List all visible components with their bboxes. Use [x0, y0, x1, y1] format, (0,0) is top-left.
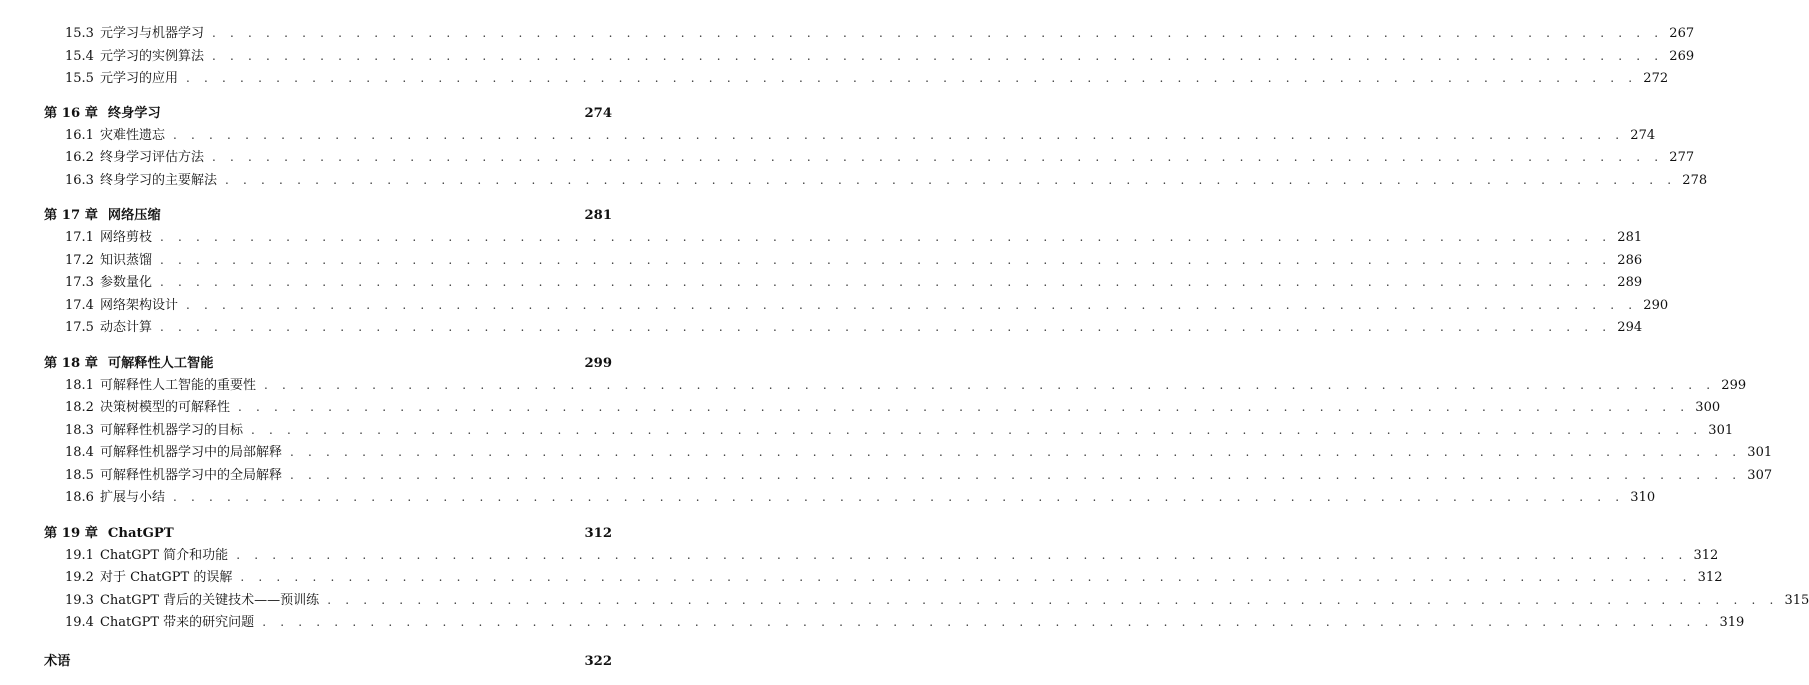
glossary [44, 650, 612, 672]
page-number: 301 [1747, 445, 1773, 460]
toc-entry[interactable] [44, 374, 1747, 397]
section-number: 18.2 [65, 400, 94, 415]
section-title: 可解释性机器学习中的全局解释 [99, 467, 282, 483]
section-title: 动态计算 [99, 320, 152, 335]
chapter-title: 可解释性人工智能 [107, 355, 214, 371]
toc-entry[interactable] [44, 464, 1773, 487]
dot-leader: . . . . . . . . . . . . . . . . . . . . . . . . . . . . . . . . . . . . . . . . . . . . . . . . . . . . . . . . . . . . . . . . . . . . . . . . . . . . . . . . . [159, 320, 1612, 334]
dot-leader: . . . . . . . . . . . . . . . . . . . . . . . . . . . . . . . . . . . . . . . . . . . . . . . . . . . . . . . . . . . . . . . . . . . . . . . . . . . . . . . . . [236, 547, 1688, 562]
page-number: 277 [1669, 150, 1695, 165]
chapter-18 [44, 352, 1773, 509]
toc-entry[interactable] [44, 441, 1773, 464]
dot-leader: . . . . . . . . . . . . . . . . . . . . . . . . . . . . . . . . . . . . . . . . . . . . . . . . . . . . . . . . . . . . . . . . . . . . . . . . . . . . . . . . . [289, 467, 1742, 482]
page-number: 286 [1617, 252, 1643, 268]
page-number: 290 [1643, 297, 1669, 313]
page-number: 299 [1721, 377, 1747, 393]
page-number: 312 [1697, 570, 1723, 585]
toc-entry[interactable] [44, 169, 1708, 192]
chapter-label: 第 19 章 [44, 525, 98, 541]
section-title: 灾难性遗忘 [99, 127, 165, 143]
dot-leader: . . . . . . . . . . . . . . . . . . . . . . . . . . . . . . . . . . . . . . . . . . . . . . . . . . . . . . . . . . . . . . . . . . . . . . . . . . . . . . . . . [250, 422, 1703, 437]
toc-entry[interactable] [44, 249, 1643, 272]
dot-leader: . . . . . . . . . . . . . . . . . . . . . . . . . . . . . . . . . . . . . . . . . . . . . . . . . . . . . . . . . . . . . . . . . . . . . . . . . . . . . . . . . [211, 26, 1664, 40]
chapter-label: 第 16 章 [44, 105, 98, 121]
page-number: 278 [1682, 172, 1708, 188]
dot-leader: . . . . . . . . . . . . . . . . . . . . . . . . . . . . . . . . . . . . . . . . . . . . . . . . . . . . . . . . . . . . . . . . . . . . . . . . . . . . . . . . . [327, 592, 1779, 607]
dot-leader: . . . . . . . . . . . . . . . . . . . . . . . . . . . . . . . . . . . . . . . . . . . . . . . . . . . . . . . . . . . . . . . . . . . . . . . . . . . . . . . . . [237, 400, 1690, 414]
section-title: ChatGPT 带来的研究问题 [99, 615, 255, 630]
chapter-page-number: 281 [584, 208, 612, 223]
toc-entry[interactable] [44, 419, 1734, 442]
section-title: 可解释性机器学习中的局部解释 [99, 445, 282, 460]
dot-leader: . . . . . . . . . . . . . . . . . . . . . . . . . . . . . . . . . . . . . . . . . . . . . . . . . . . . . . . . . . . . . . . . . . . . . . . . . . . . . . . . . [159, 275, 1612, 289]
chapter-heading[interactable] [44, 352, 612, 374]
chapter-heading[interactable] [44, 102, 612, 124]
section-title: 元学习与机器学习 [99, 26, 204, 41]
section-title: 元学习的应用 [99, 71, 178, 86]
section-number: 18.5 [65, 467, 94, 483]
section-title: 可解释性机器学习的目标 [99, 422, 243, 438]
chapter-15-continued [44, 22, 1695, 90]
chapter-16 [44, 102, 1708, 192]
chapter-title-wrap [44, 204, 584, 223]
section-title: 元学习的实例算法 [99, 48, 204, 64]
chapter-title-wrap [44, 352, 584, 371]
dot-leader: . . . . . . . . . . . . . . . . . . . . . . . . . . . . . . . . . . . . . . . . . . . . . . . . . . . . . . . . . . . . . . . . . . . . . . . . . . . . . . . . . [185, 297, 1638, 312]
chapter-heading[interactable] [44, 204, 612, 226]
chapter-label: 第 17 章 [44, 208, 98, 223]
section-title: ChatGPT 简介和功能 [99, 547, 229, 563]
section-title: 终身学习的主要解法 [99, 172, 217, 188]
dot-leader: . . . . . . . . . . . . . . . . . . . . . . . . . . . . . . . . . . . . . . . . . . . . . . . . . . . . . . . . . . . . . . . . . . . . . . . . . . . . . . . . . [289, 445, 1742, 459]
page-number: 307 [1747, 467, 1773, 483]
page-number: 267 [1669, 26, 1695, 41]
glossary-title: 术语 [44, 653, 71, 669]
section-number: 17.4 [65, 297, 94, 313]
toc-entry[interactable] [44, 566, 1723, 589]
page-number: 274 [1630, 127, 1656, 143]
table-of-contents [44, 22, 1809, 685]
chapter-page-number: 299 [584, 355, 612, 371]
dot-leader: . . . . . . . . . . . . . . . . . . . . . . . . . . . . . . . . . . . . . . . . . . . . . . . . . . . . . . . . . . . . . . . . . . . . . . . . . . . . . . . . . [240, 570, 1692, 584]
page-number: 269 [1669, 48, 1695, 64]
chapter-heading[interactable] [44, 522, 612, 544]
dot-leader: . . . . . . . . . . . . . . . . . . . . . . . . . . . . . . . . . . . . . . . . . . . . . . . . . . . . . . . . . . . . . . . . . . . . . . . . . . . . . . . . . [185, 71, 1638, 85]
toc-entry[interactable] [44, 316, 1643, 339]
section-number: 17.5 [65, 320, 94, 335]
page-number: 312 [1693, 547, 1719, 563]
dot-leader: . . . . . . . . . . . . . . . . . . . . . . . . . . . . . . . . . . . . . . . . . . . . . . . . . . . . . . . . . . . . . . . . . . . . . . . . . . . . . . . . . [262, 615, 1714, 629]
chapter-title: ChatGPT [107, 525, 174, 541]
section-number: 15.4 [65, 48, 94, 64]
page-number: 319 [1719, 615, 1745, 630]
chapter-page-number: 274 [584, 105, 612, 121]
toc-entry[interactable] [44, 226, 1643, 249]
section-title: 扩展与小结 [99, 490, 165, 505]
section-number: 19.3 [65, 592, 94, 608]
section-title: 终身学习评估方法 [99, 150, 204, 165]
chapter-17 [44, 204, 1669, 339]
section-number: 17.1 [65, 230, 94, 245]
section-number: 19.1 [65, 547, 94, 563]
chapter-19 [44, 522, 1809, 634]
glossary-page-number: 322 [584, 653, 612, 669]
section-number: 19.2 [65, 570, 94, 585]
dot-leader: . . . . . . . . . . . . . . . . . . . . . . . . . . . . . . . . . . . . . . . . . . . . . . . . . . . . . . . . . . . . . . . . . . . . . . . . . . . . . . . . . [263, 377, 1716, 392]
section-number: 15.3 [65, 26, 94, 41]
toc-entry[interactable] [44, 146, 1695, 169]
dot-leader: . . . . . . . . . . . . . . . . . . . . . . . . . . . . . . . . . . . . . . . . . . . . . . . . . . . . . . . . . . . . . . . . . . . . . . . . . . . . . . . . . [172, 127, 1625, 142]
section-title: ChatGPT 背后的关键技术——预训练 [99, 592, 320, 608]
section-title: 网络架构设计 [99, 297, 178, 313]
section-number: 16.3 [65, 172, 94, 188]
section-title: 决策树模型的可解释性 [99, 400, 230, 415]
chapter-title-wrap [44, 102, 584, 121]
page-number: 301 [1708, 422, 1734, 438]
section-title: 参数量化 [99, 275, 152, 290]
dot-leader: . . . . . . . . . . . . . . . . . . . . . . . . . . . . . . . . . . . . . . . . . . . . . . . . . . . . . . . . . . . . . . . . . . . . . . . . . . . . . . . . . [211, 150, 1664, 164]
section-title: 可解释性人工智能的重要性 [99, 377, 256, 393]
section-number: 17.2 [65, 252, 94, 268]
chapter-title: 终身学习 [107, 105, 161, 121]
toc-entry[interactable] [44, 294, 1669, 317]
section-number: 18.1 [65, 377, 94, 393]
section-number: 16.2 [65, 150, 94, 165]
page-number: 289 [1617, 275, 1643, 290]
section-number: 15.5 [65, 71, 94, 86]
chapter-title: 网络压缩 [107, 208, 161, 223]
section-number: 18.6 [65, 490, 94, 505]
dot-leader: . . . . . . . . . . . . . . . . . . . . . . . . . . . . . . . . . . . . . . . . . . . . . . . . . . . . . . . . . . . . . . . . . . . . . . . . . . . . . . . . . [159, 230, 1612, 244]
chapter-title-wrap [44, 522, 584, 541]
toc-entry[interactable] [44, 45, 1695, 68]
section-number: 18.3 [65, 422, 94, 438]
section-number: 17.3 [65, 275, 94, 290]
toc-entry[interactable] [44, 589, 1809, 612]
section-number: 19.4 [65, 615, 94, 630]
dot-leader: . . . . . . . . . . . . . . . . . . . . . . . . . . . . . . . . . . . . . . . . . . . . . . . . . . . . . . . . . . . . . . . . . . . . . . . . . . . . . . . . . [224, 172, 1677, 187]
toc-entry[interactable] [44, 544, 1719, 567]
chapter-label: 第 18 章 [44, 355, 98, 371]
toc-entry[interactable] [44, 67, 1669, 90]
toc-entry[interactable] [44, 271, 1643, 294]
page-number: 310 [1630, 490, 1656, 505]
section-number: 18.4 [65, 445, 94, 460]
toc-entry[interactable] [44, 22, 1695, 45]
section-title: 知识蒸馏 [99, 252, 152, 268]
dot-leader: . . . . . . . . . . . . . . . . . . . . . . . . . . . . . . . . . . . . . . . . . . . . . . . . . . . . . . . . . . . . . . . . . . . . . . . . . . . . . . . . . [211, 48, 1664, 63]
toc-entry[interactable] [44, 611, 1745, 634]
page-number: 315 [1784, 592, 1809, 608]
section-title: 对于 ChatGPT 的误解 [99, 570, 233, 585]
page-number: 272 [1643, 71, 1669, 86]
page-number: 281 [1617, 230, 1643, 245]
toc-entry[interactable] [44, 396, 1721, 419]
section-title: 网络剪枝 [99, 230, 152, 245]
section-number: 16.1 [65, 127, 94, 143]
page-number: 300 [1695, 400, 1721, 415]
dot-leader: . . . . . . . . . . . . . . . . . . . . . . . . . . . . . . . . . . . . . . . . . . . . . . . . . . . . . . . . . . . . . . . . . . . . . . . . . . . . . . . . . [172, 490, 1625, 504]
page-number: 294 [1617, 320, 1643, 335]
dot-leader: . . . . . . . . . . . . . . . . . . . . . . . . . . . . . . . . . . . . . . . . . . . . . . . . . . . . . . . . . . . . . . . . . . . . . . . . . . . . . . . . . [159, 252, 1612, 267]
glossary-heading[interactable] [44, 650, 612, 672]
chapter-page-number: 312 [584, 525, 612, 541]
toc-entry[interactable] [44, 124, 1656, 147]
toc-entry[interactable] [44, 486, 1656, 509]
